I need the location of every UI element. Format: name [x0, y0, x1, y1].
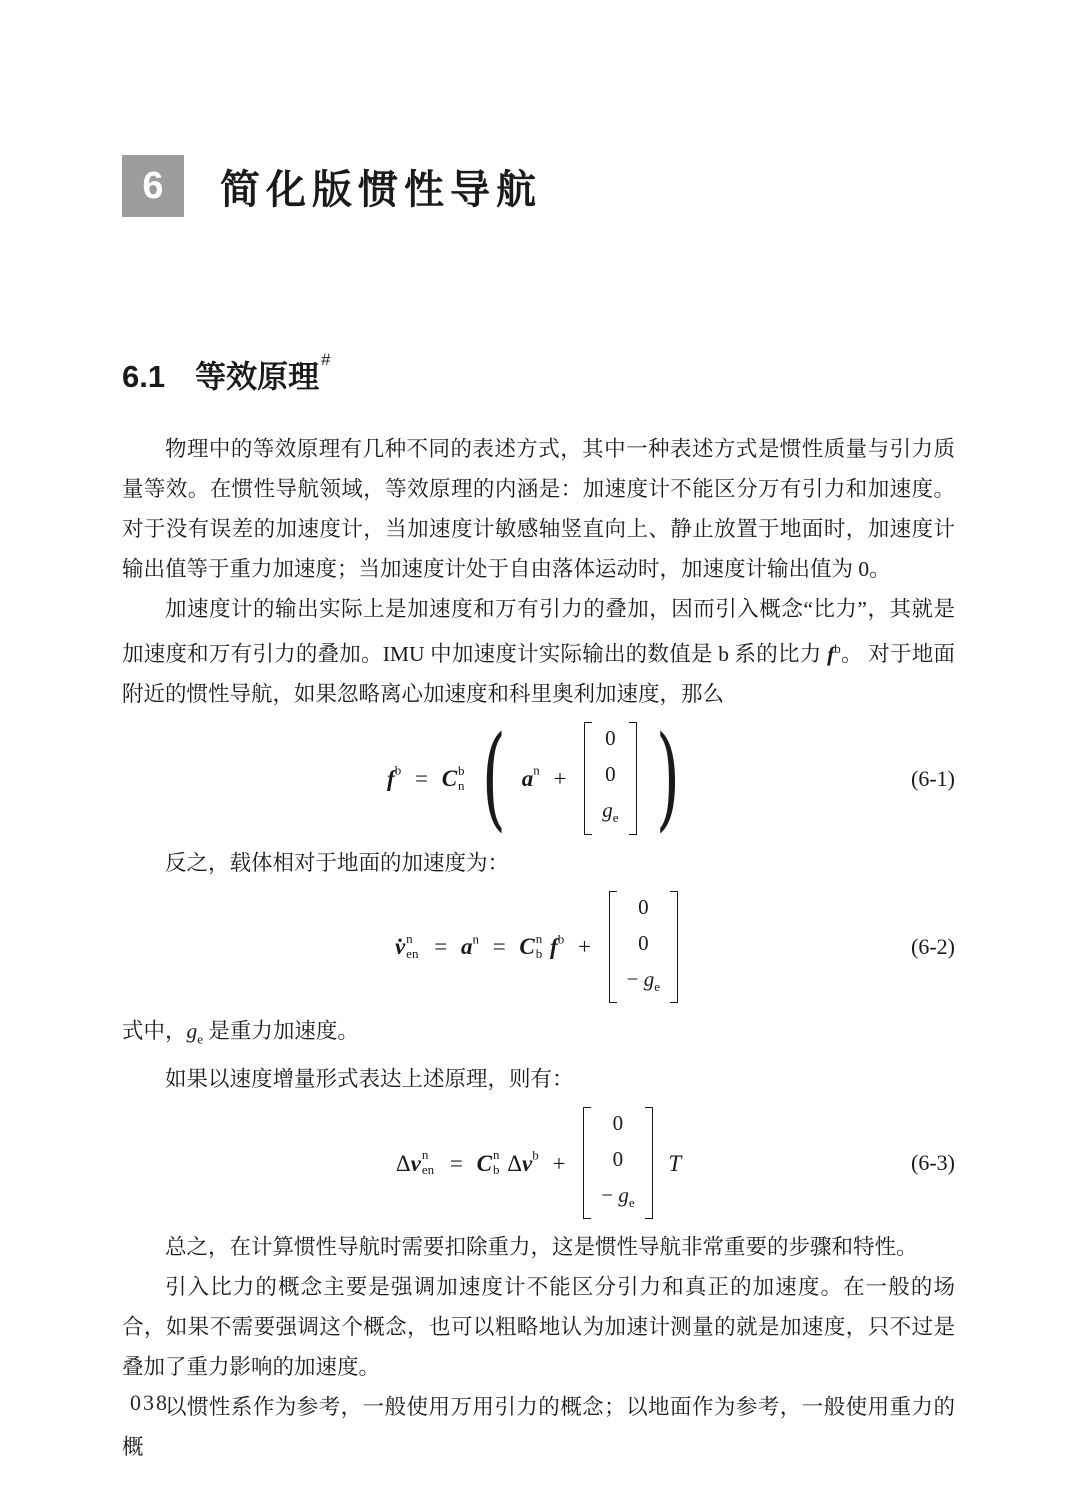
equation-6-2-body: v̇ n en = $a^n = C$ n b $f^b$ + 0 0 − $g_e$ — [395, 891, 682, 1003]
inline-math-g-sub: e — [197, 1031, 204, 1047]
paragraph-5: 如果以速度增量形式表达上述原理，则有： — [165, 1067, 574, 1092]
paragraph-4: 式中，$g_e$ 是重力加速度。 — [122, 1018, 359, 1047]
inline-math-f: f — [827, 642, 835, 667]
chapter-number-badge — [122, 155, 184, 217]
right-bracket — [629, 722, 637, 834]
section-heading — [122, 349, 955, 399]
chapter-heading — [122, 155, 955, 217]
equation-6-3-body: Δv n en = C n b $\Delta v^b$ + 0 0 − $g_e$ T — [396, 1107, 681, 1219]
section-number: 6.1 — [122, 359, 166, 395]
paragraph-7: 引入比力的概念主要是强调加速度计不能区分引力和真正的加速度。在一般的场合，如果不需要强调这个概念，也可以粗略地认为加速计测量的就是加速度，只不过是叠加了重力影响的加速度。 — [122, 1275, 955, 1380]
chapter-number: 6 — [142, 164, 164, 207]
paragraph-2-text: 。 对于地面附近的惯性导航，如果忽略离心加速度和科里奥利加速度，那么 — [122, 642, 955, 707]
equation-6-3 — [122, 1107, 955, 1219]
equation-number: (6-3) — [911, 1150, 955, 1176]
left-bracket — [583, 1107, 591, 1219]
left-paren: ( — [482, 713, 507, 844]
page-number: 038 — [130, 1390, 169, 1415]
column-vector: 0 0 $g_e$ — [584, 722, 636, 834]
right-paren: ) — [656, 713, 681, 844]
equation-number: (6-2) — [911, 933, 955, 959]
right-bracket — [645, 1107, 653, 1219]
paragraph-3: 反之，载体相对于地面的加速度为： — [165, 850, 510, 875]
section-title: 等效原理 # — [195, 350, 331, 395]
left-bracket — [584, 722, 592, 834]
paragraph-2 — [122, 589, 955, 714]
equation-6-1 — [122, 713, 955, 844]
equation-6-2 — [122, 891, 955, 1003]
paragraph-2-text: 加速度计的输出实际上是加速度和万有引力的叠加，因而引入概念“比力”，其就是加速度和万有引力的叠加。IMU 中加速度计实际输出的数值是 b 系的比力 — [122, 597, 955, 667]
paragraph-6: 总之，在计算惯性导航时需要扣除重力，这是惯性导航非常重要的步骤和特性。 — [165, 1235, 918, 1260]
paragraph-8: 以惯性系作为参考，一般使用万用引力的概念；以地面作为参考，一般使用重力的概 — [122, 1395, 955, 1460]
chapter-title: 简化版惯性导航 — [220, 166, 542, 212]
inline-math-f-sup: b — [834, 641, 841, 657]
equation-number: (6-1) — [911, 765, 955, 791]
equation-6-1-body: $f^b = C$ b n ( $a^n$ + 0 0 $g_e$ ) — [387, 713, 681, 844]
column-vector: 0 0 − $g_e$ — [583, 1107, 652, 1219]
section-title-footnote-mark: # — [321, 350, 331, 369]
column-vector: 0 0 − $g_e$ — [609, 891, 678, 1003]
paragraph-1: 物理中的等效原理有几种不同的表述方式，其中一种表述方式是惯性质量与引力质量等效。在惯性导航领域，等效原理的内涵是：加速度计不能区分万有引力和加速度。对于没有误差的加速度计，当加速度计敏感轴竖直向上、静止放置于地面时，加速度计输出值等于重力加速度；当加速度计处于自由落体运动时，加速度计输出值为 0。 — [122, 437, 955, 582]
right-bracket — [670, 891, 678, 1003]
left-bracket — [609, 891, 617, 1003]
inline-math-g: g — [186, 1018, 198, 1043]
